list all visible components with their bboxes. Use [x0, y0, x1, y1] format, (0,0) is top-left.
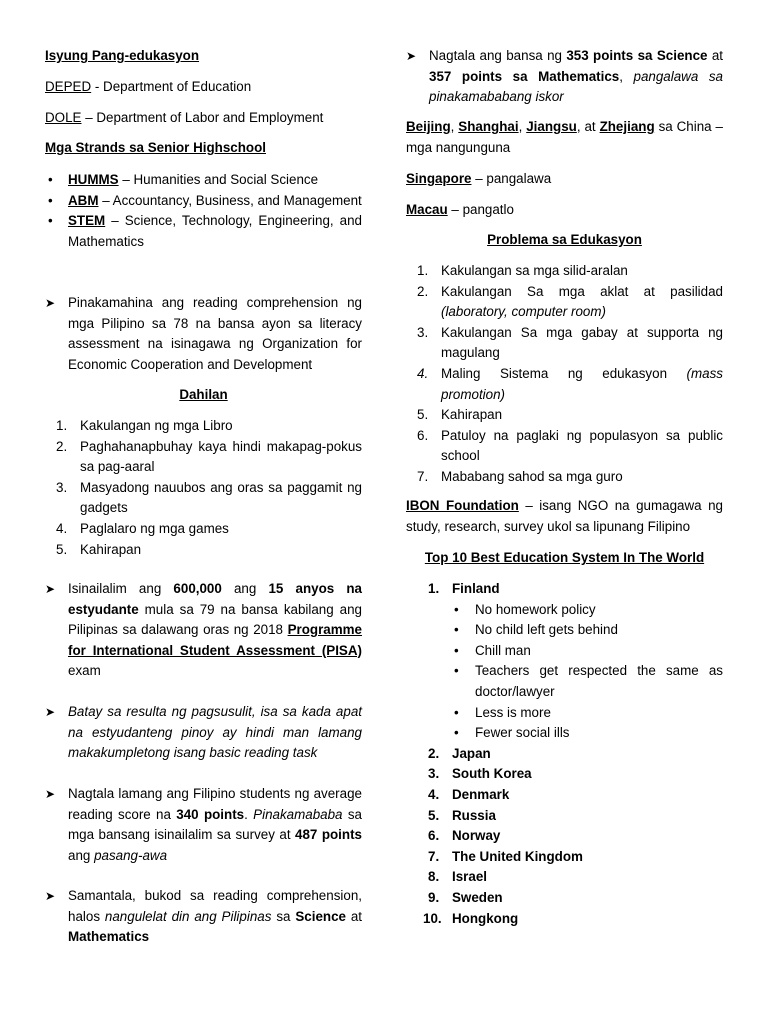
dole-definition: [45, 108, 323, 129]
list-item: 4. Paglalaro ng mga games: [56, 520, 229, 536]
list-item: 4. Denmark: [428, 786, 510, 802]
arrow-bullet-icon: ➤: [406, 49, 417, 63]
list-item: • No homework policy: [452, 600, 723, 621]
deped-abbr: DEPED: [45, 79, 92, 94]
list-item: 1. Finland • No homework policy • No child left gets behind • Chill man • Teachers get respected the same as doctor/lawyer • Less is more • Fewer social ills: [406, 579, 723, 744]
strand-abbr: HUMMS: [68, 172, 119, 187]
score-point: ➤ Nagtala lamang ang Filipino students ng average reading score na 340 points. Pinakamababa sa mga bansang isinailalim sa survey at 487 points ang pasang-awa: [45, 786, 362, 863]
china-leaders: Beijing, Shanghai, Jiangsu, at Zhejiang sa China – mga nangunguna: [406, 119, 723, 155]
top10-title: Top 10 Best Education System In The World: [424, 550, 705, 565]
list-item: 6. Norway: [428, 828, 501, 844]
pisa-point: ➤ Isinailalim ang 600,000 ang 15 anyos na estyudante mula sa 79 na bansa kabilang ang Pilipinas sa dalawang oras ng 2018 Programme for International Student Assessment (PISA) exam: [45, 581, 362, 679]
arrow-bullet-icon: ➤: [45, 705, 56, 719]
list-item: • Fewer social ills: [452, 723, 723, 744]
top10-list: [406, 579, 723, 929]
strand-def: – Science, Technology, Engineering, and Mathematics: [68, 213, 362, 249]
list-item: 1. Kakulangan ng mga Libro: [56, 418, 233, 433]
reading-comprehension-point: [45, 293, 362, 375]
list-item: [45, 211, 362, 252]
strand-abbr: STEM: [68, 213, 106, 229]
arrow-bullet-icon: ➤: [45, 582, 56, 596]
list-item: 5. Kahirapan: [56, 541, 142, 557]
strand-def: – Accountancy, Business, and Management: [98, 192, 362, 208]
arrow-bullet-icon: ➤: [45, 889, 56, 903]
list-item: 2. Paghahanapbuhay kaya hindi makapag-pokus sa pag-aaral: [56, 438, 362, 475]
list-item: 3. Kakulangan Sa mga gabay at supporta ng magulang: [417, 324, 723, 361]
strand-def: – Humanities and Social Science: [118, 172, 319, 187]
singapore-rank: Singapore – pangalawa: [406, 171, 552, 186]
dole-def: – Department of Labor and Employment: [81, 110, 324, 125]
list-item: 9. Sweden: [428, 889, 503, 905]
page-title: Isyung Pang-edukasyon: [45, 48, 200, 63]
deped-definition: [45, 77, 251, 98]
list-item: 10. Hongkong: [423, 910, 519, 926]
problema-title: Problema sa Edukasyon: [487, 232, 642, 247]
strands-title: Mga Strands sa Senior Highschool: [45, 140, 266, 155]
list-item: • Less is more: [452, 703, 723, 724]
list-item: 4. Maling Sistema ng edukasyon (mass promotion): [417, 365, 723, 402]
list-item: 3. South Korea: [428, 766, 532, 782]
list-item: [45, 170, 362, 191]
arrow-bullet-icon: ➤: [45, 787, 56, 801]
list-item: 2. Japan: [428, 745, 491, 761]
list-item: 7. Mababang sahod sa mga guro: [417, 468, 623, 484]
list-item: • Chill man: [452, 641, 723, 662]
list-item: 6. Patuloy na paglaki ng populasyon sa public school: [417, 427, 723, 464]
problems-list: [406, 261, 723, 488]
strand-abbr: ABM: [68, 192, 99, 208]
list-item: 5. Kahirapan: [417, 407, 503, 423]
science-math-record-point: ➤ Nagtala ang bansa ng 353 points sa Science at 357 points sa Mathematics, pangalawa sa pinakamababang iskor: [406, 48, 724, 105]
arrow-bullet-icon: ➤: [45, 296, 56, 310]
list-item: 8. Israel: [428, 869, 487, 885]
pisa-link: Programme for International Student Assessment (PISA): [68, 622, 362, 658]
list-item: 3. Masyadong nauubos ang oras sa paggamit ng gadgets: [56, 479, 362, 516]
dahilan-list: [45, 416, 362, 560]
list-item: • Teachers get respected the same as doctor/lawyer: [452, 661, 723, 702]
deped-def: - Department of Education: [91, 79, 252, 94]
point-text: Pinakamahina ang reading comprehension ng mga Pilipino sa 78 na bansa ayon sa literacy assessment na isinagawa ng Organization for Economic Cooperation and Development: [68, 295, 362, 372]
finland-features: [452, 600, 723, 744]
dahilan-title: Dahilan: [179, 387, 228, 402]
list-item: [45, 191, 362, 212]
macau-rank: Macau – pangatlo: [406, 202, 514, 217]
ibon-foundation: IBON Foundation – isang NGO na gumagawa ng study, research, survey ukol sa lipunang Filipino: [406, 498, 723, 534]
result-point: ➤ Batay sa resulta ng pagsusulit, isa sa kada apat na estyudanteng pinoy ay hindi man lamang makakumpletong isang basic reading task: [45, 704, 362, 761]
science-math-point: ➤ Samantala, bukod sa reading comprehension, halos nangulelat din ang Pilipinas sa Science at Mathematics: [45, 888, 363, 945]
list-item: 7. The United Kingdom: [428, 848, 583, 864]
list-item: 2. Kakulangan Sa mga aklat at pasilidad (laboratory, computer room): [417, 283, 723, 320]
list-item: • No child left gets behind: [452, 620, 723, 641]
list-item: 1. Kakulangan sa mga silid-aralan: [417, 263, 628, 278]
strands-list: [45, 170, 362, 252]
dole-abbr: DOLE: [45, 110, 82, 125]
list-item: 5. Russia: [428, 807, 496, 823]
